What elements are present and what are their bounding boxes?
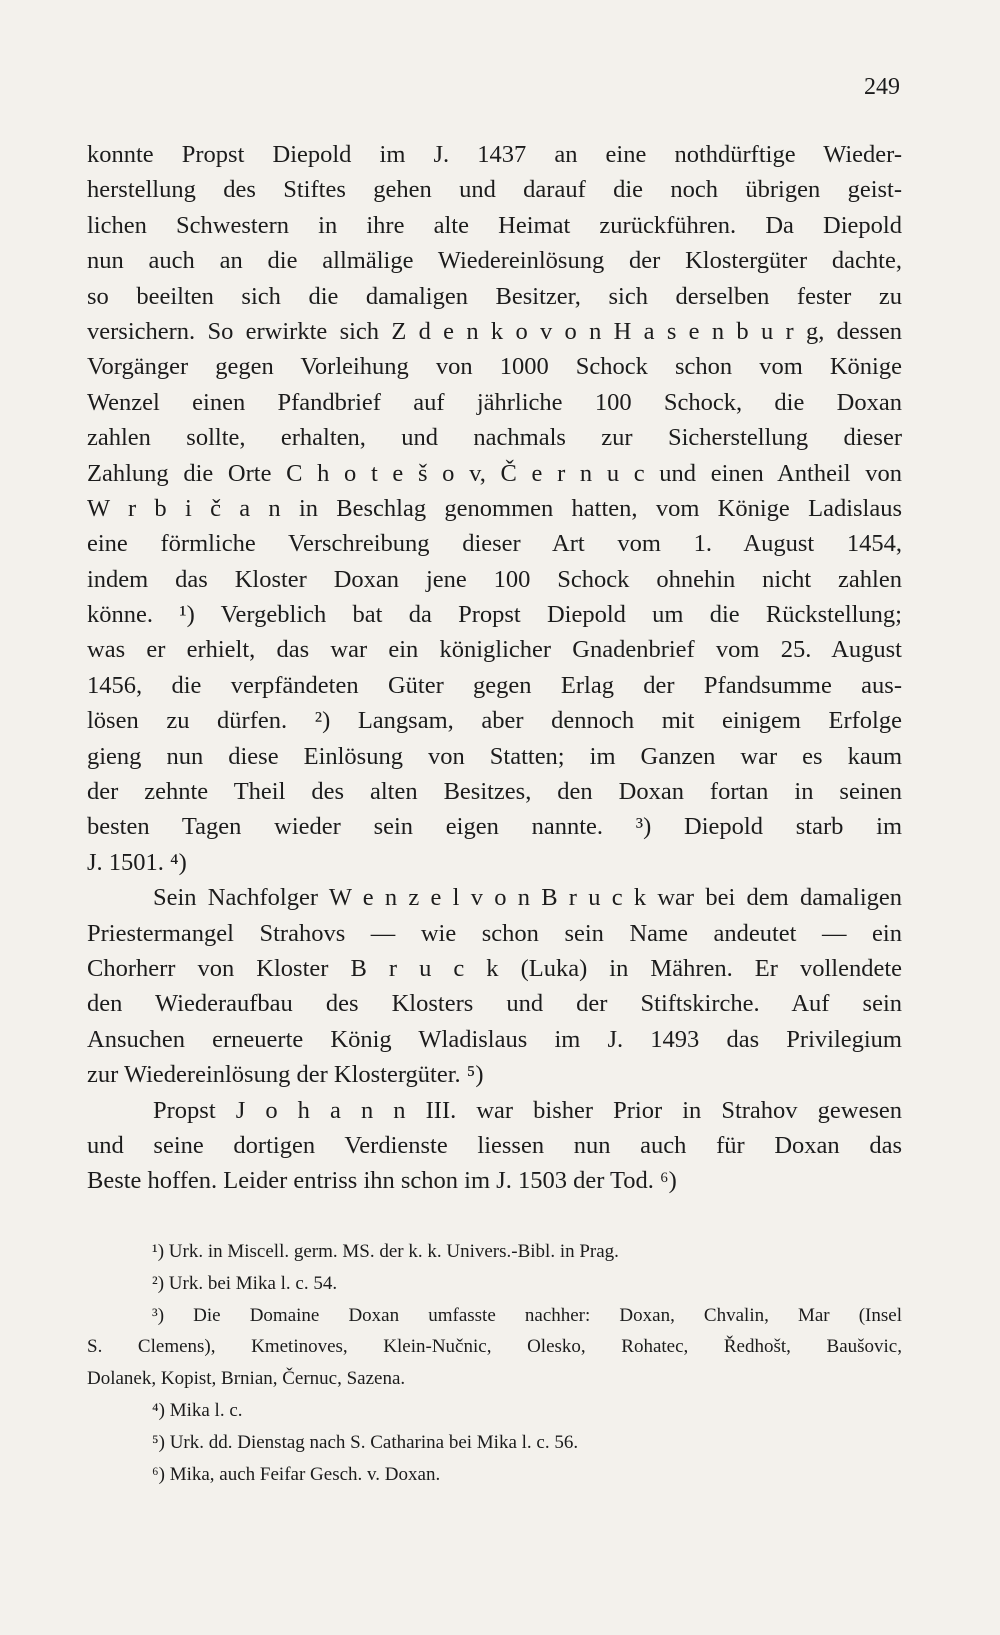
text-line: 1456, die verpfändeten Güter gegen Erlag der Pfandsumme aus- <box>87 671 902 699</box>
footnote-6: ⁶) Mika, auch Feifar Gesch. v. Doxan. <box>152 1463 441 1485</box>
text-line: konnte Propst Diepold im J. 1437 an eine nothdürftige Wieder- <box>87 141 902 168</box>
paragraph-end-line: J. 1501. ⁴) <box>87 848 187 876</box>
footnote-3-continuation: Dolanek, Kopist, Brnian, Černuc, Sazena. <box>87 1368 406 1390</box>
text-line: nun auch an die allmälige Wiedereinlösung der Klostergüter dachte, <box>87 247 902 275</box>
text-line: lösen zu dürfen. ²) Langsam, aber dennoch mit einigem Erfolge <box>87 707 902 735</box>
paragraph-end-line: zur Wiedereinlösung der Klostergüter. ⁵) <box>87 1061 484 1089</box>
text-line: versichern. So erwirkte sich Z d e n k o v o n H a s e n b u r g, dessen <box>87 317 902 345</box>
text-line: Vorgänger gegen Vorleihung von 1000 Schock schon vom Könige <box>87 353 902 381</box>
footnote-3: ³) Die Domaine Doxan umfasste nachher: Doxan, Chvalin, Mar (Insel <box>152 1304 902 1326</box>
text-line: den Wiederaufbau des Klosters und der Stiftskirche. Auf sein <box>87 990 902 1018</box>
paragraph-start-line: Propst J o h a n n III. war bisher Prior in Strahov gewesen <box>153 1096 902 1124</box>
text-line: Wenzel einen Pfandbrief auf jährliche 100 Schock, die Doxan <box>87 388 902 416</box>
text-line: zahlen sollte, erhalten, und nachmals zur Sicherstellung dieser <box>87 424 902 452</box>
text-line: Priestermangel Strahovs — wie schon sein Name andeutet — ein <box>87 919 902 947</box>
text-line: W r b i č a n in Beschlag genommen hatten, vom Könige Ladislaus <box>87 494 902 522</box>
footnote-4: ⁴) Mika l. c. <box>152 1399 243 1421</box>
text-line: herstellung des Stiftes gehen und darauf die noch übrigen geist- <box>87 176 902 204</box>
text-line: so beeilten sich die damaligen Besitzer, sich derselben fester zu <box>87 282 902 310</box>
text-line: indem das Kloster Doxan jene 100 Schock ohnehin nicht zahlen <box>87 565 902 593</box>
text-line: lichen Schwestern in ihre alte Heimat zurückführen. Da Diepold <box>87 211 902 239</box>
text-line: besten Tagen wieder sein eigen nannte. ³) Diepold starb im <box>87 813 902 841</box>
footnotes <box>87 1236 902 1490</box>
paragraph-end-line: Beste hoffen. Leider entriss ihn schon im J. 1503 der Tod. ⁶) <box>87 1167 677 1195</box>
main-text <box>87 137 902 1199</box>
footnote-1: ¹) Urk. in Miscell. germ. MS. der k. k. Univers.-Bibl. in Prag. <box>152 1241 619 1262</box>
footnote-3-continuation: S. Clemens), Kmetinoves, Klein-Nučnic, Olesko, Rohatec, Ředhošt, Baušovic, <box>87 1336 902 1358</box>
text-line: könne. ¹) Vergeblich bat da Propst Diepold um die Rückstellung; <box>87 601 902 629</box>
footnote-5: ⁵) Urk. dd. Dienstag nach S. Catharina bei Mika l. c. 56. <box>152 1431 579 1453</box>
text-line: Zahlung die Orte C h o t e š o v, Č e r n u c und einen Antheil von <box>87 459 902 487</box>
text-line: und seine dortigen Verdienste liessen nun auch für Doxan das <box>87 1131 902 1159</box>
page-number: 249 <box>864 74 900 100</box>
text-line: gieng nun diese Einlösung von Statten; im Ganzen war es kaum <box>87 742 902 770</box>
text-line: eine förmliche Verschreibung dieser Art vom 1. August 1454, <box>87 530 902 558</box>
text-line: Ansuchen erneuerte König Wladislaus im J. 1493 das Privilegium <box>87 1025 902 1053</box>
footnote-2: ²) Urk. bei Mika l. c. 54. <box>152 1272 338 1294</box>
text-line: was er erhielt, das war ein königlicher Gnadenbrief vom 25. August <box>87 636 902 664</box>
text-line: Chorherr von Kloster B r u c k (Luka) in Mähren. Er vollendete <box>87 954 902 982</box>
paragraph-start-line: Sein Nachfolger W e n z e l v o n B r u c k war bei dem damaligen <box>153 884 902 912</box>
text-line: der zehnte Theil des alten Besitzes, den Doxan fortan in seinen <box>87 778 902 806</box>
